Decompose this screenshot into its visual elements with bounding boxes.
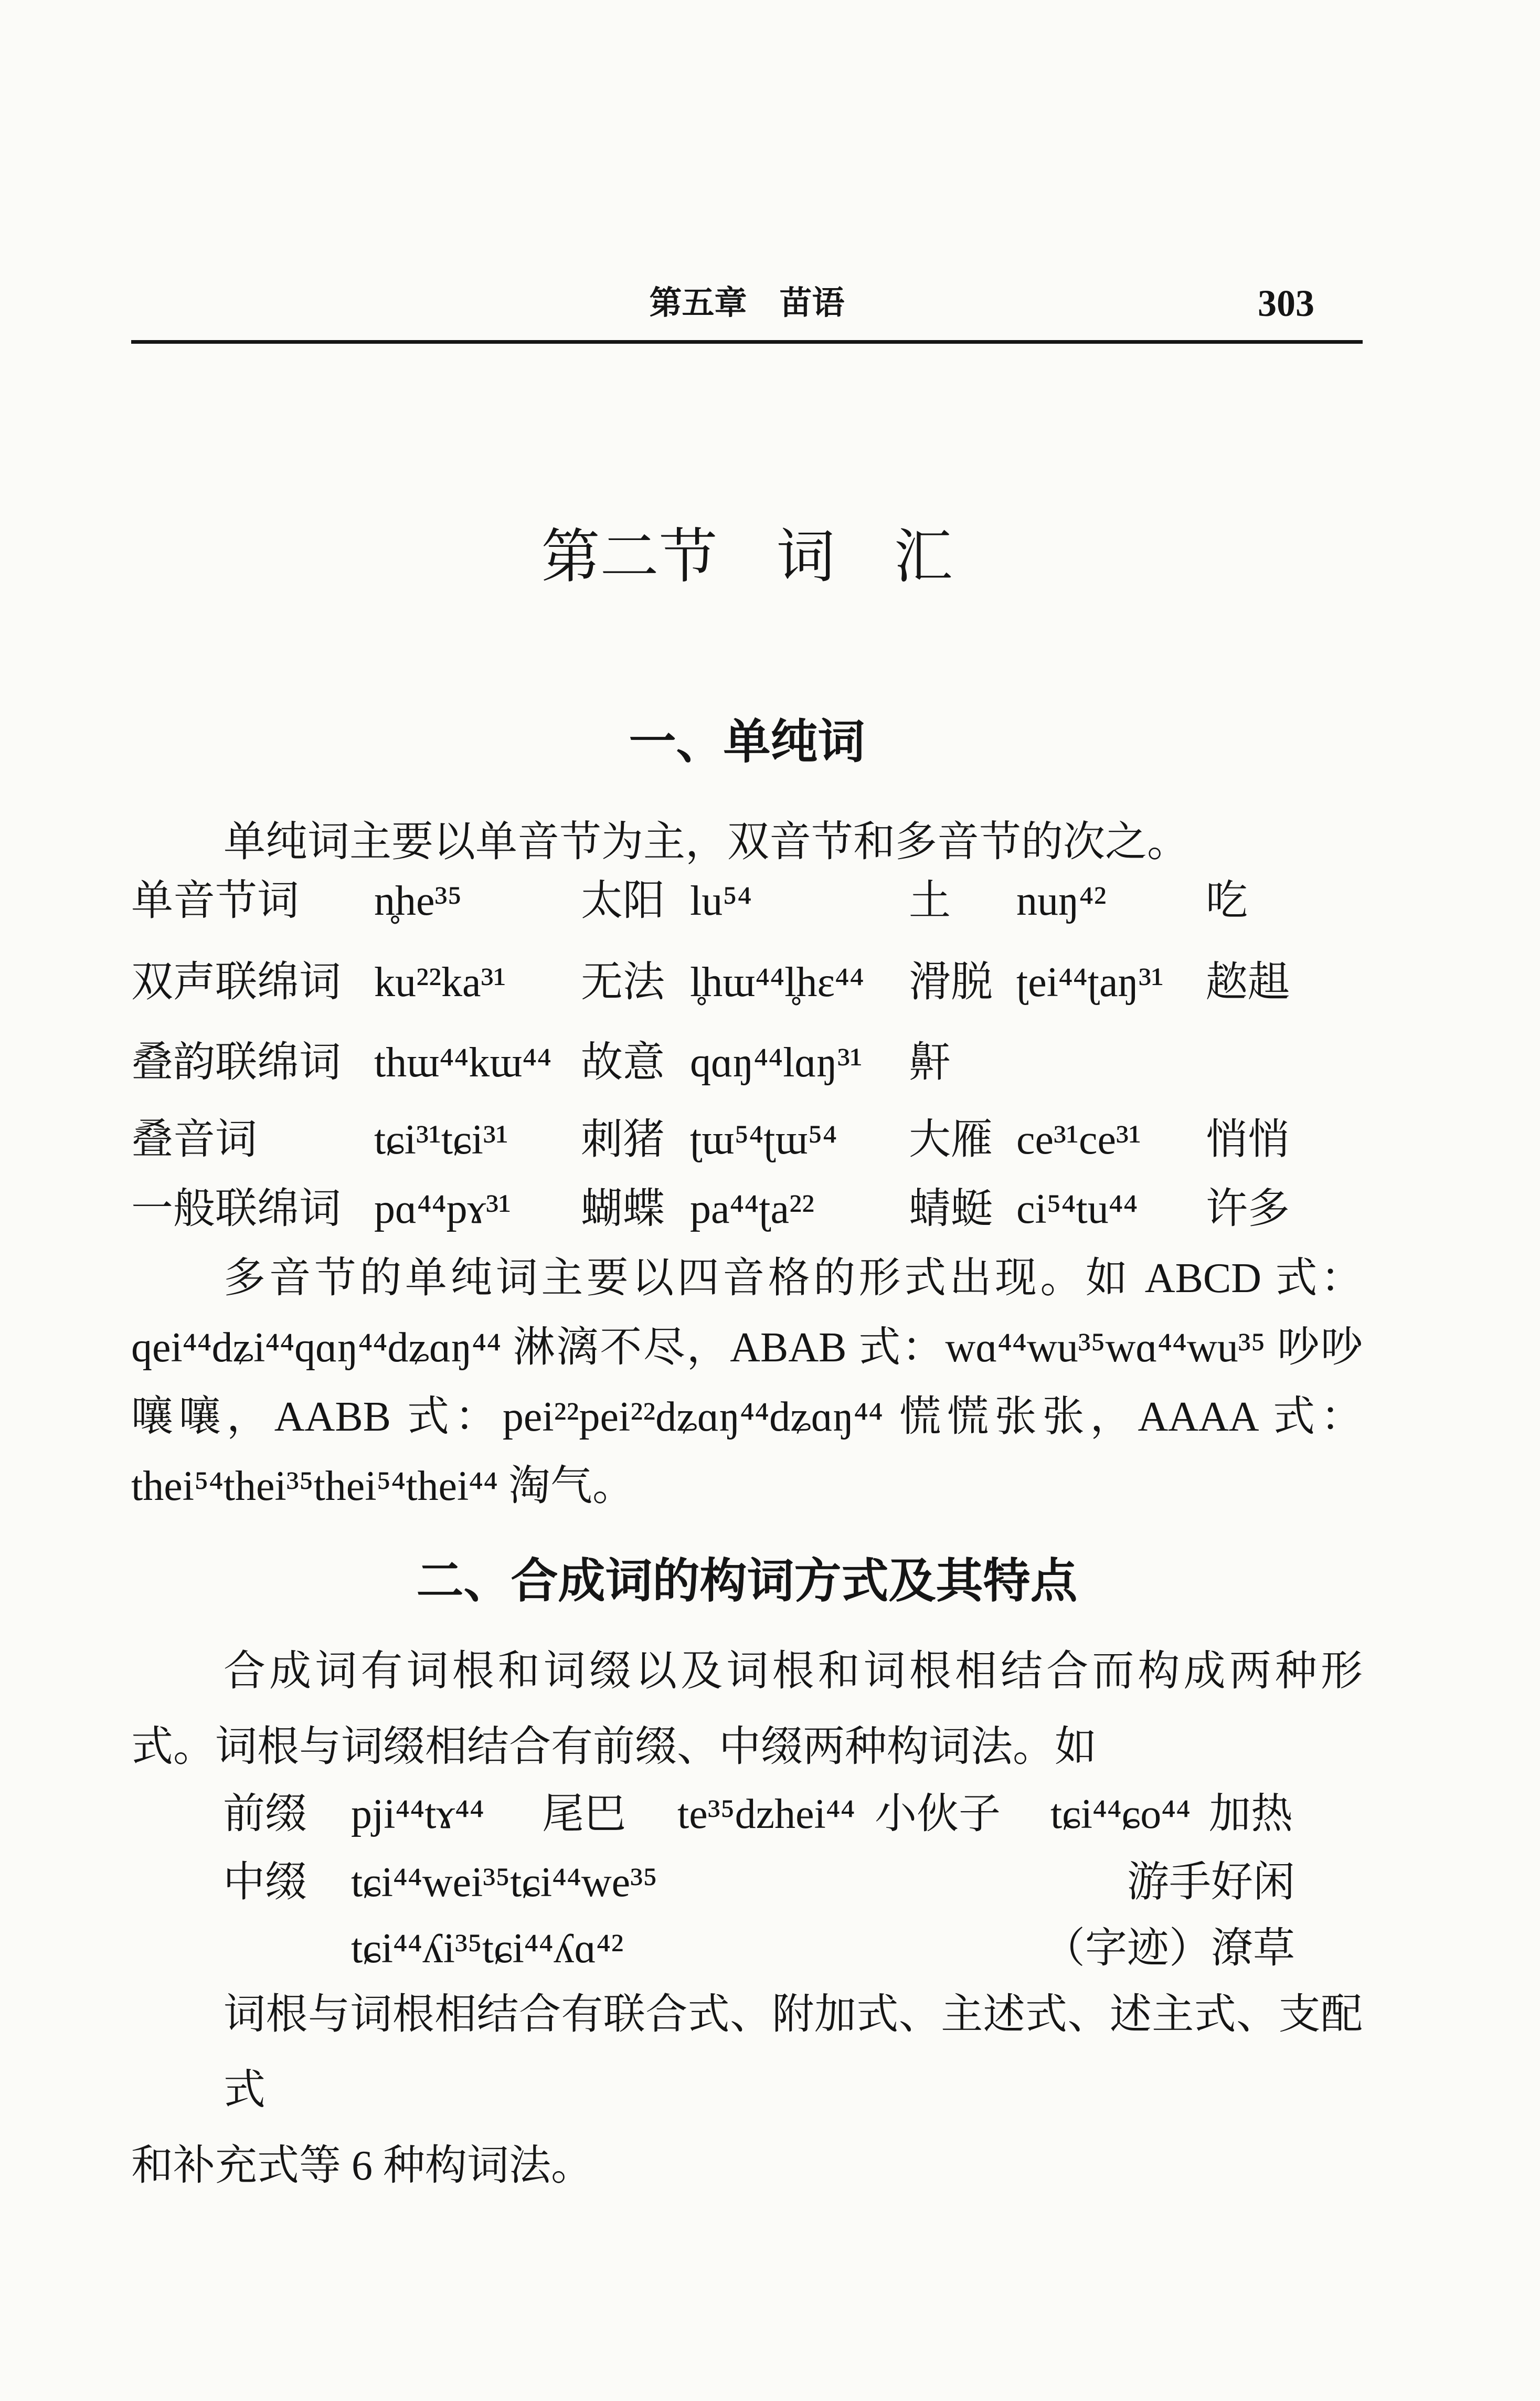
word-type-label: 叠韵联绵词 <box>131 1040 341 1086</box>
section-title: 第二节 词 汇 <box>541 525 953 590</box>
paragraph-line: qei⁴⁴dʑi⁴⁴qɑŋ⁴⁴dʑɑŋ⁴⁴ 淋漓不尽，ABAB 式：wɑ⁴⁴wu³⁵wɑ⁴⁴wu³⁵ 吵吵 <box>131 1325 1363 1371</box>
gloss: 大雁 <box>909 1117 993 1163</box>
paragraph-line: thei⁵⁴thei³⁵thei⁵⁴thei⁴⁴ 淘气。 <box>131 1463 635 1509</box>
ipa-form: ʈei⁴⁴ʈaŋ³¹ <box>1016 959 1164 1006</box>
paragraph-line: 词根与词根相结合有联合式、附加式、主述式、述主式、支配式 <box>224 1992 1363 2113</box>
paragraph-line: 和补充式等 6 种构词法。 <box>131 2143 593 2189</box>
ipa-form: pɑ⁴⁴pɤ³¹ <box>374 1186 512 1232</box>
ipa-form: qɑŋ⁴⁴lɑŋ³¹ <box>690 1040 863 1086</box>
header-rule <box>131 340 1363 344</box>
word-type-row <box>0 866 1540 936</box>
word-type-label: 双声联绵词 <box>131 959 341 1006</box>
gloss: （字迹）潦草 <box>1043 1926 1295 1972</box>
affix-label: 前缀 <box>223 1791 307 1837</box>
word-type-row <box>0 1175 1540 1244</box>
ipa-form: n̥he³⁵ <box>374 878 462 924</box>
gloss: 小伙子 <box>875 1791 1001 1837</box>
affix-label: 中缀 <box>223 1859 307 1906</box>
ipa-form: ʈɯ⁵⁴ʈɯ⁵⁴ <box>690 1117 837 1163</box>
compound-words-closing <box>131 1977 1363 2204</box>
compound-words-intro <box>131 1634 1363 1785</box>
gloss: 许多 <box>1206 1186 1290 1232</box>
paragraph-line: 嚷嚷，AABB 式：pei²²pei²²dʑɑŋ⁴⁴dʑɑŋ⁴⁴ 慌慌张张，AAAA 式： <box>131 1394 1363 1440</box>
gloss: 故意 <box>581 1040 665 1086</box>
running-header-chapter: 第五章 苗语 <box>649 285 845 321</box>
ipa-form: ku²²ka³¹ <box>374 959 506 1006</box>
ipa-form: l̥hɯ⁴⁴l̥hɛ⁴⁴ <box>690 959 864 1006</box>
ipa-form: tɕi⁴⁴ɕo⁴⁴ <box>1050 1791 1191 1837</box>
paragraph-line: 多音节的单纯词主要以四音格的形式出现。如 ABCD 式： <box>224 1255 1363 1302</box>
ipa-form: nuŋ⁴² <box>1016 878 1107 924</box>
affix-example-row <box>0 1849 1540 1916</box>
affix-example-row <box>0 1781 1540 1848</box>
word-type-label: 单音节词 <box>131 878 299 924</box>
paragraph-line: 合成词有词根和词缀以及词根和词根相结合而构成两种形 <box>224 1648 1363 1695</box>
gloss: 悄悄 <box>1206 1117 1290 1163</box>
ipa-form: ce³¹ce³¹ <box>1016 1117 1141 1163</box>
gloss: 鼾 <box>909 1040 951 1086</box>
gloss: 加热 <box>1209 1791 1293 1837</box>
gloss: 蜻蜓 <box>909 1186 993 1232</box>
gloss: 滑脱 <box>909 959 993 1006</box>
ipa-form: pji⁴⁴tɤ⁴⁴ <box>351 1791 484 1837</box>
gloss: 吃 <box>1206 878 1248 924</box>
ipa-form: tɕi⁴⁴wei³⁵tɕi⁴⁴we³⁵ <box>351 1859 658 1906</box>
polysyllabic-paragraph <box>131 1244 1363 1521</box>
ipa-form: tɕi³¹tɕi³¹ <box>374 1117 508 1163</box>
gloss: 尾巴 <box>542 1791 626 1837</box>
affix-example-row <box>0 1915 1540 1982</box>
gloss: 无法 <box>581 959 665 1006</box>
gloss: 游手好闲 <box>1127 1859 1295 1906</box>
subsection-heading-simple-words: 一、单纯词 <box>629 716 865 768</box>
ipa-form: te³⁵dzhei⁴⁴ <box>677 1791 855 1837</box>
ipa-form: thɯ⁴⁴kɯ⁴⁴ <box>374 1040 552 1086</box>
gloss: 蝴蝶 <box>581 1186 665 1232</box>
word-type-label: 一般联绵词 <box>131 1186 341 1232</box>
gloss: 土 <box>909 878 951 924</box>
word-type-row <box>0 1028 1540 1097</box>
paragraph-line: 式。词根与词缀相结合有前缀、中缀两种构词法。如 <box>131 1724 1097 1770</box>
ipa-form: lu⁵⁴ <box>690 878 752 924</box>
subsection-heading-compound-words: 二、合成词的构词方式及其特点 <box>416 1556 1078 1607</box>
ipa-form: tɕi⁴⁴ʎi³⁵tɕi⁴⁴ʎɑ⁴² <box>351 1926 624 1972</box>
word-type-row <box>0 1105 1540 1175</box>
page-number: 303 <box>1258 282 1314 324</box>
word-type-label: 叠音词 <box>131 1117 257 1163</box>
gloss: 太阳 <box>581 878 665 924</box>
ipa-form: ci⁵⁴tu⁴⁴ <box>1016 1186 1138 1232</box>
word-type-row <box>0 948 1540 1017</box>
gloss: 趑趄 <box>1206 959 1290 1006</box>
paragraph-line: 单纯词主要以单音节为主，双音节和多音节的次之。 <box>224 819 1189 865</box>
gloss: 刺猪 <box>581 1117 665 1163</box>
ipa-form: pa⁴⁴ʈa²² <box>690 1186 814 1232</box>
